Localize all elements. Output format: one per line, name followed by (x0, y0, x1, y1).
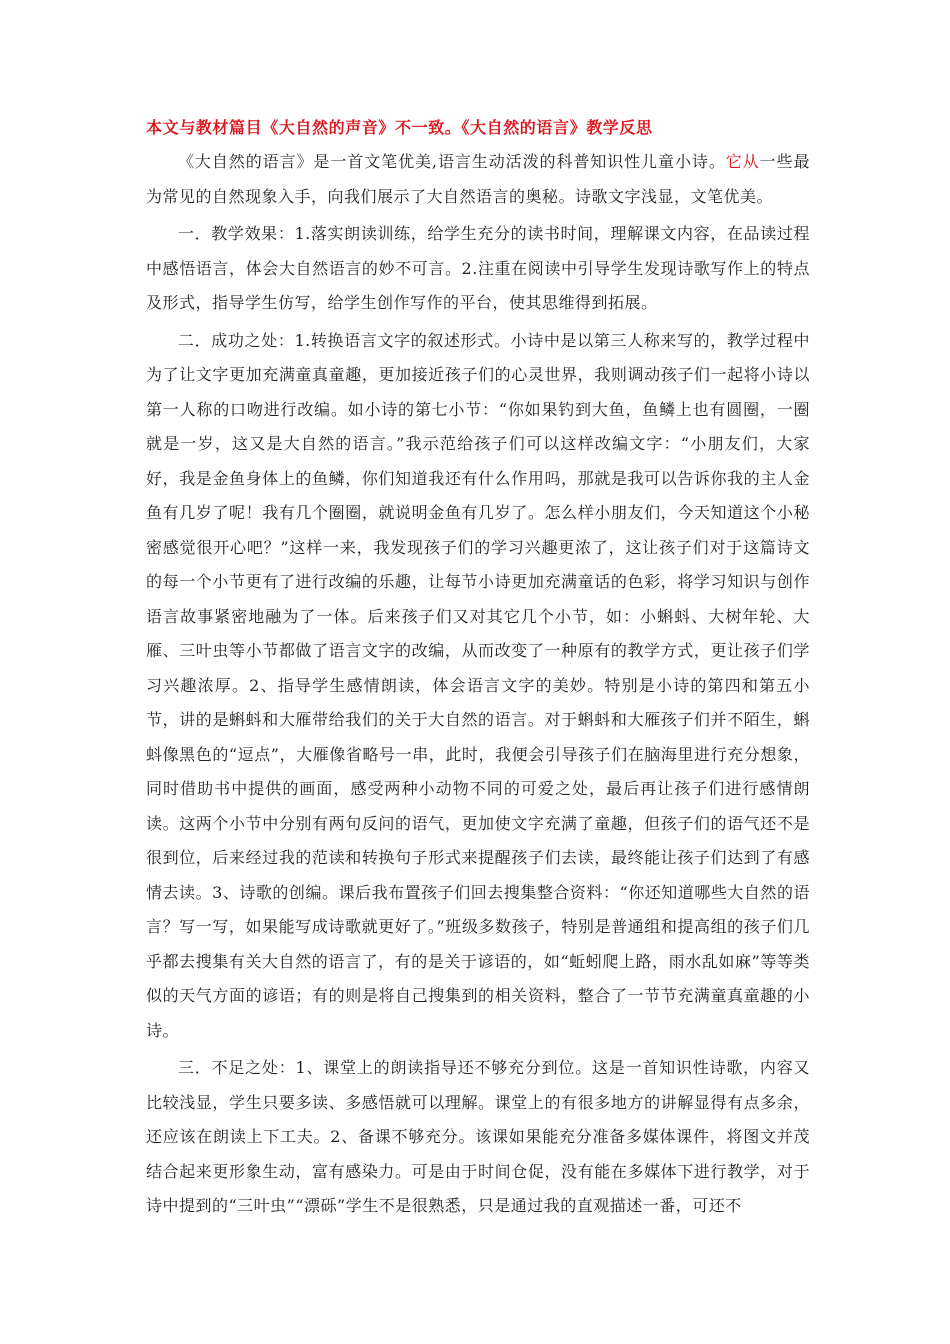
intro-highlight-text: 它从 (725, 152, 760, 171)
intro-lead-text: 《大自然的语言》是一首文笔优美,语言生动活泼的科普知识性儿童小诗。 (178, 152, 726, 171)
intro-rest-text: 一些最为常见的自然现象入手，向我们展示了大自然语言的奥秘。诗歌文字浅显，文笔优美。 (146, 152, 810, 206)
paragraph-teaching-effect: 一．教学效果：1.落实朗读训练，给学生充分的读书时间，理解课文内容，在品读过程中感悟语言，体会大自然语言的妙不可言。2.注重在阅读中引导学生发现诗歌写作上的特点及形式，指导学生仿写，给学生创作写作的平台，使其思维得到拓展。 (146, 224, 810, 312)
document-title: 本文与教材篇目《大自然的声音》不一致。《大自然的语言》教学反思 (146, 118, 653, 137)
document-page (146, 113, 810, 1224)
paragraph-shortcomings: 三．不足之处：1、课堂上的朗读指导还不够充分到位。这是一首知识性诗歌，内容又比较浅显，学生只要多读、多感悟就可以理解。课堂上的有很多地方的讲解显得有点多余，还应该在朗读上下工夫。2、备课不够充分。该课如果能充分准备多媒体课件，将图文并茂结合起来更形象生动，富有感染力。可是由于时间仓促，没有能在多媒体下进行教学，对于诗中提到的“三叶虫”“漂砾”学生不是很熟悉，只是通过我的直观描述一番，可还不 (146, 1058, 810, 1215)
paragraph-intro (146, 145, 810, 214)
paragraph-success-points: 二．成功之处：1.转换语言文字的叙述形式。小诗中是以第三人称来写的，教学过程中为了让文字更加充满童真童趣，更加接近孩子们的心灵世界，我则调动孩子们一起将小诗以第一人称的口吻进行改编。如小诗的第七小节：“你如果钓到大鱼，鱼鳞上也有圆圈，一圈就是一岁，这又是大自然的语言。”我示范给孩子们可以这样改编文字：“小朋友们，大家好，我是金鱼身体上的鱼鳞，你们知道我还有什么作用吗，那就是我可以告诉你我的主人金鱼有几岁了呢！我有几个圈圈，就说明金鱼有几岁了。怎么样小朋友们，今天知道这个小秘密感觉很开心吧？”这样一来，我发现孩子们的学习兴趣更浓了，这让孩子们对于这篇诗文的每一个小节更有了进行改编的乐趣，让每节小诗更加充满童话的色彩，将学习知识与创作语言故事紧密地融为了一体。后来孩子们又对其它几个小节，如：小蝌蚪、大树年轮、大雁、三叶虫等小节都做了语言文字的改编，从而改变了一种原有的教学方式，更让孩子们学习兴趣浓厚。2、指导学生感情朗读，体会语言文字的美妙。特别是小诗的第四和第五小节，讲的是蝌蚪和大雁带给我们的关于大自然的语言。对于蝌蚪和大雁孩子们并不陌生，蝌蚪像黑色的“逗点”，大雁像省略号一串，此时，我便会引导孩子们在脑海里进行充分想象，同时借助书中提供的画面，感受两种小动物不同的可爱之处，最后再让孩子们进行感情朗读。这两个小节中分别有两句反问的语气，更加使文字充满了童趣，但孩子们的语气还不是很到位，后来经过我的范读和转换句子形式来提醒孩子们去读，最终能让孩子们达到了有感情去读。3、诗歌的创编。课后我布置孩子们回去搜集整合资料：“你还知道哪些大自然的语言？写一写，如果能写成诗歌就更好了。”班级多数孩子，特别是普通组和提高组的孩子们几乎都去搜集有关大自然的语言了，有的是关于谚语的，如“蚯蚓爬上路，雨水乱如麻”等等类似的天气方面的谚语；有的则是将自己搜集到的相关资料，整合了一节节充满童真童趣的小诗。 (146, 330, 810, 1040)
